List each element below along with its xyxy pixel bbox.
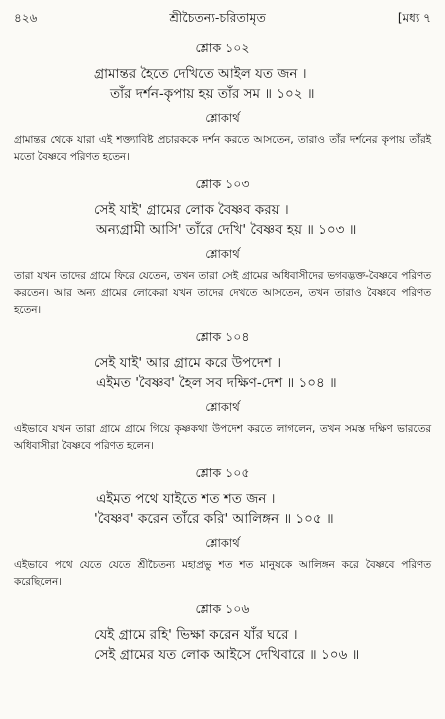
- verse-heading: শ্লোক ১০৬: [195, 601, 250, 616]
- running-head: [14, 10, 431, 32]
- verse-block-104: [14, 329, 431, 455]
- verse-heading: শ্লোক ১০২: [195, 40, 250, 55]
- verse-line-2: সেই গ্রামের যত লোক আইসে দেখিবারে ॥ ১০৬ ॥: [94, 647, 360, 663]
- page-number: ৪২৬: [14, 11, 38, 25]
- verse-line-2: তাঁর দর্শন-কৃপায় হয় তাঁর সম ॥ ১০২ ॥: [110, 86, 315, 102]
- verse-line-2: 'বৈষ্ণব' করেন তাঁরে করি' আলিঙ্গন ॥ ১০৫ ॥: [94, 511, 334, 527]
- translation-label: শ্লোকার্থ: [205, 111, 240, 125]
- verse-line-2: এইমত 'বৈষ্ণব' হৈল সব দক্ষিণ-দেশ ॥ ১০৪ ॥: [96, 375, 337, 391]
- translation-label: শ্লোকার্থ: [205, 247, 240, 261]
- translation-label: শ্লোকার্থ: [205, 536, 240, 550]
- verse-block-106: [14, 601, 431, 665]
- book-title: শ্রীচৈতন্য-চরিতামৃত: [169, 10, 266, 25]
- translation-text: এইভাবে যখন তারা গ্রামে গ্রামে গিয়ে কৃষ্ণকথা উপদেশ করতে লাগলেন, তখন সমস্ত দক্ষিণ ভারতের অধিবাসীরা বৈষ্ণবে পরিণত হলেন।: [14, 423, 431, 452]
- translation-text: তারা যখন তাদের গ্রামে ফিরে যেতেন, তখন তারা সেই গ্রামের অধিবাসীদের ভগবদ্ভক্ত-বৈষ্ণবে পরিণত করতেন। আর অন্য গ্রামের লোকেরা যখন তাদের দেখতে আসতেন, তখন তারাও বৈষ্ণবে পরিণত হতেন।: [14, 270, 431, 316]
- verse-heading: শ্লোক ১০৩: [195, 176, 250, 191]
- translation-label: শ্লোকার্থ: [205, 400, 240, 414]
- translation-text: গ্রামান্তর থেকে যারা এই শক্ত্যাবিষ্ট প্রচারককে দর্শন করতে আসতেন, তারাও তাঁর দর্শনের কৃপায় তাঁরই মতো বৈষ্ণবে পরিণত হতেন।: [14, 134, 431, 163]
- verse-line-1: যেই গ্রামে রহি' ভিক্ষা করেন যাঁর ঘরে ।: [94, 627, 298, 643]
- translation-text: এইভাবে পথে যেতে যেতে শ্রীচৈতন্য মহাপ্রভু শত শত মানুষকে আলিঙ্গন করে বৈষ্ণবে পরিণত করেছিলেন।: [14, 559, 431, 588]
- verse-line-2: অন্যগ্রামী আসি' তাঁরে দেখি' বৈষ্ণব হয় ॥ ১০৩ ॥: [96, 222, 357, 238]
- verse-line-1: গ্রামান্তর হৈতে দেখিতে আইল যত জন ।: [94, 66, 307, 82]
- verse-line-1: সেই যাই' আর গ্রামে করে উপদেশ ।: [94, 355, 282, 371]
- verse-block-105: [14, 465, 431, 591]
- verse-heading: শ্লোক ১০৫: [195, 465, 250, 480]
- section-label: [মধ্য ৭: [397, 11, 431, 25]
- verse-heading: শ্লোক ১০৪: [195, 329, 250, 344]
- verse-line-1: এইমত পথে যাইতে শত শত জন ।: [96, 491, 276, 507]
- verse-block-102: [14, 40, 431, 166]
- verse-line-1: সেই যাই' গ্রামের লোক বৈষ্ণব করয় ।: [94, 202, 289, 218]
- verse-block-103: [14, 176, 431, 319]
